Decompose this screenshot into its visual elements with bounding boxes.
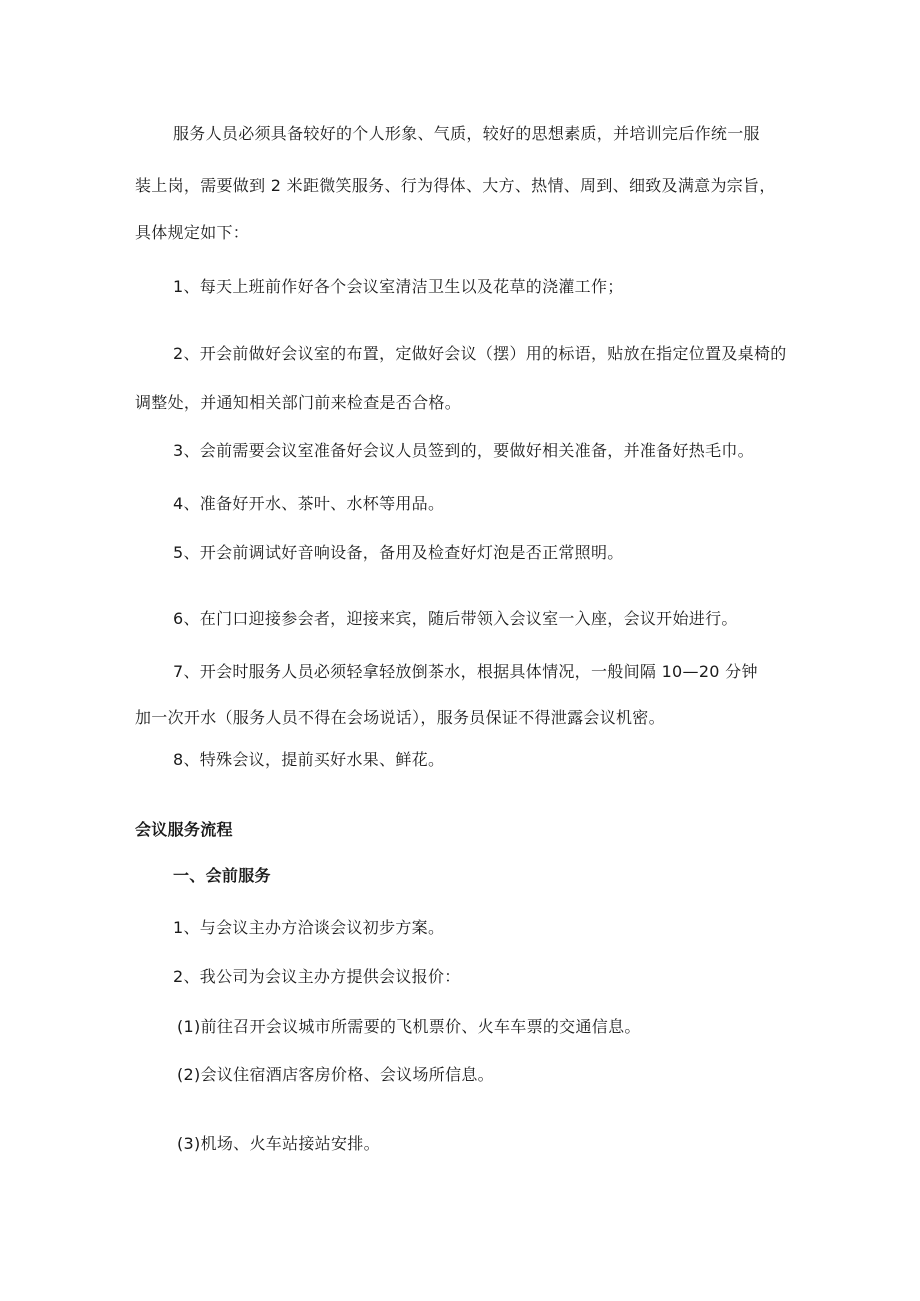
rule-1: 1、每天上班前作好各个会议室清洁卫生以及花草的浇灌工作； [173, 277, 624, 296]
section-heading: 会议服务流程 [135, 820, 233, 839]
intro-line-3: 具体规定如下： [135, 223, 250, 242]
intro-line-2: 装上岗，需要做到 2 米距微笑服务、行为得体、大方、热情、周到、细致及满意为宗旨， [135, 176, 776, 195]
step-2-item-2: (2)会议住宿酒店客房价格、会议场所信息。 [177, 1065, 494, 1084]
rule-8: 8、特殊会议，提前买好水果、鲜花。 [173, 750, 445, 769]
rule-7-line-1: 7、开会时服务人员必须轻拿轻放倒茶水，根据具体情况，一般间隔 10—20 分钟 [173, 662, 758, 681]
rule-7-line-2: 加一次开水（服务人员不得在会场说话），服务员保证不得泄露会议机密。 [135, 708, 665, 727]
step-2-item-3: (3)机场、火车站接站安排。 [177, 1134, 380, 1153]
rule-2-line-2: 调整处，并通知相关部门前来检查是否合格。 [135, 393, 462, 412]
rule-5: 5、开会前调试好音响设备，备用及检查好灯泡是否正常照明。 [173, 543, 624, 562]
step-1: 1、与会议主办方洽谈会议初步方案。 [173, 918, 445, 937]
step-2-item-1: (1)前往召开会议城市所需要的飞机票价、火车车票的交通信息。 [177, 1017, 641, 1036]
rule-3: 3、会前需要会议室准备好会议人员签到的，要做好相关准备，并准备好热毛巾。 [173, 441, 754, 460]
rule-4: 4、准备好开水、茶叶、水杯等用品。 [173, 494, 445, 513]
rule-6: 6、在门口迎接参会者，迎接来宾，随后带领入会议室一入座，会议开始进行。 [173, 609, 738, 628]
section-subheading: 一、会前服务 [173, 866, 271, 885]
rule-2-line-1: 2、开会前做好会议室的布置，定做好会议（摆）用的标语，贴放在指定位置及桌椅的 [173, 344, 787, 363]
intro-line-1: 服务人员必须具备较好的个人形象、气质，较好的思想素质，并培训完后作统一服 [173, 124, 760, 143]
step-2: 2、我公司为会议主办方提供会议报价： [173, 967, 461, 986]
